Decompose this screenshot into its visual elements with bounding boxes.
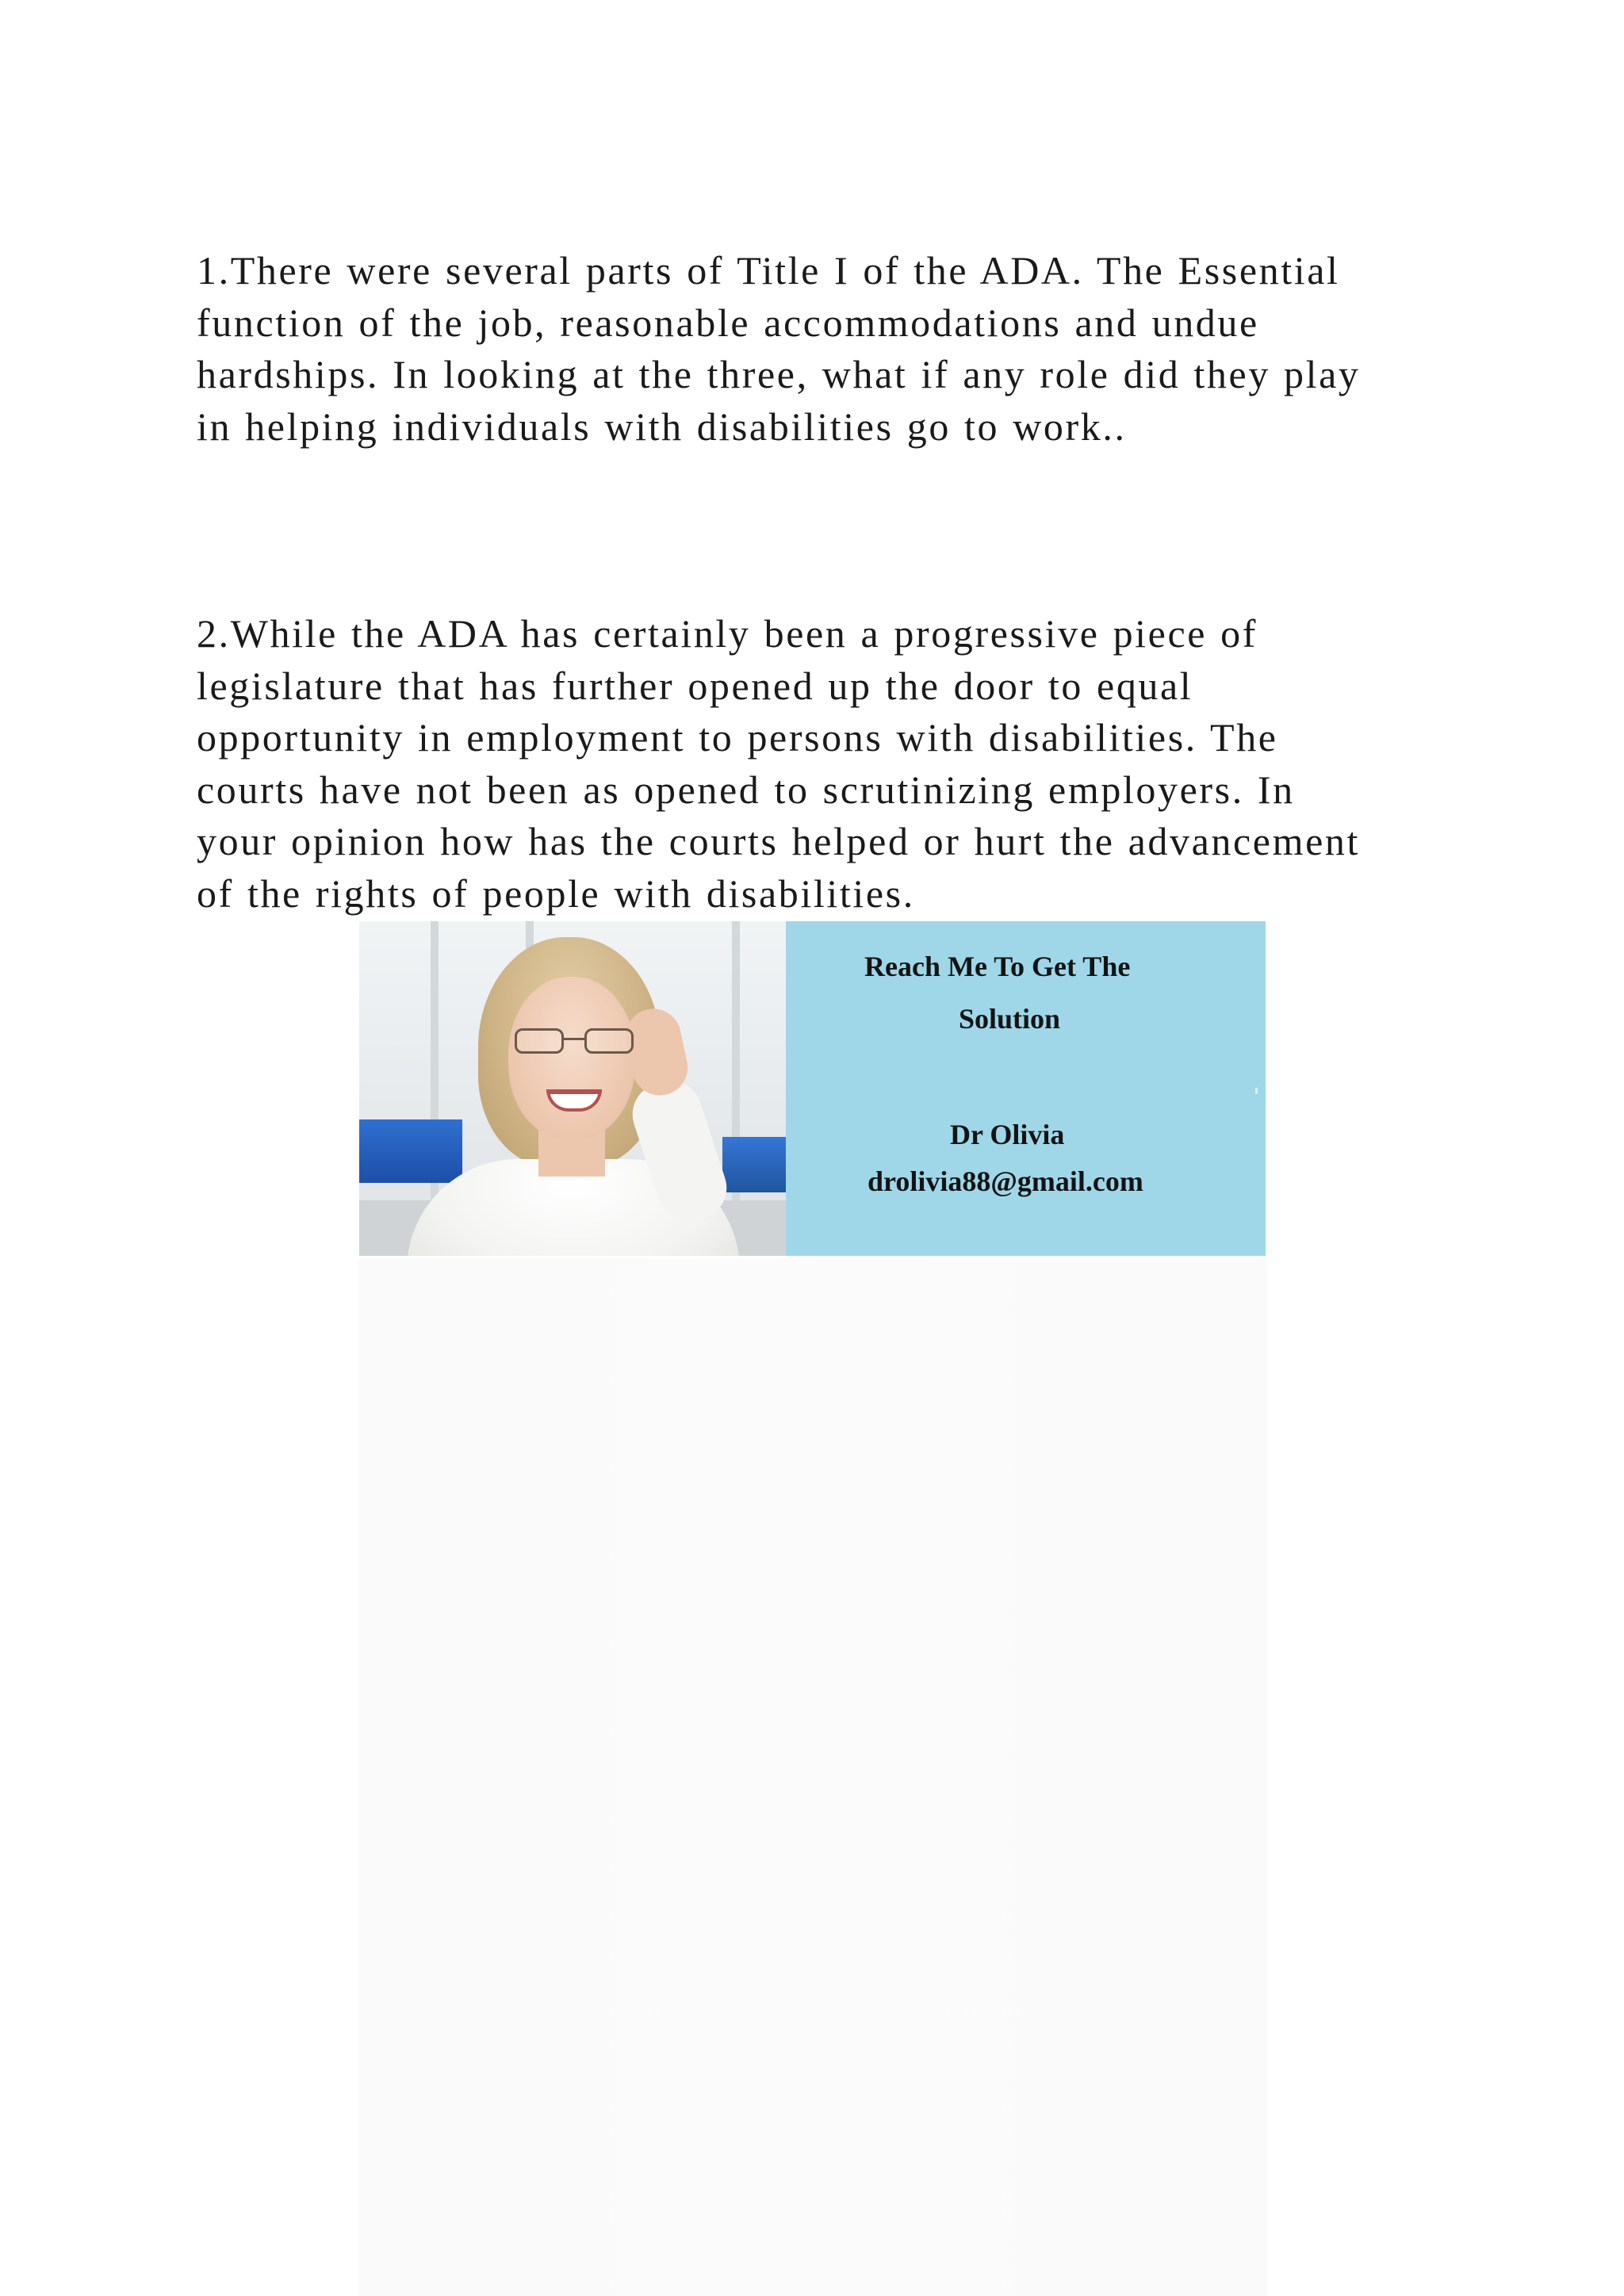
woman-photo [359,921,786,1256]
scan-background-band [358,1259,1267,2296]
blue-shelf-right [722,1137,786,1192]
contact-heading: Reach Me To Get The [864,951,1131,982]
promo-banner [359,921,1266,1256]
contact-panel [786,921,1266,1256]
question-1: 1.There were several parts of Title I of the ADA. The Essential function of the job, reasonable accommodations and undue hardships. In looking at the three, what if any role did they play in helping individuals with disabilities go to work.. [197,248,1361,449]
face [508,977,635,1139]
glasses-icon [515,1028,634,1055]
contact-email: drolivia88@gmail.com [868,1165,1143,1197]
contact-name: Dr Olivia [950,1119,1065,1150]
question-2: 2.While the ADA has certainly been a progressive piece of legislature that has further opened up the door to equal opportunity in employment to persons with disabilities. The courts have not been as opened to scrutinizing employers. In your opinion how has the courts helped or hurt the advancement of the rights of people with disabilities. [197,611,1360,916]
blue-shelf-left [359,1119,462,1183]
panel-artifact [1255,1088,1258,1094]
contact-heading-solution: Solution [959,1003,1061,1035]
